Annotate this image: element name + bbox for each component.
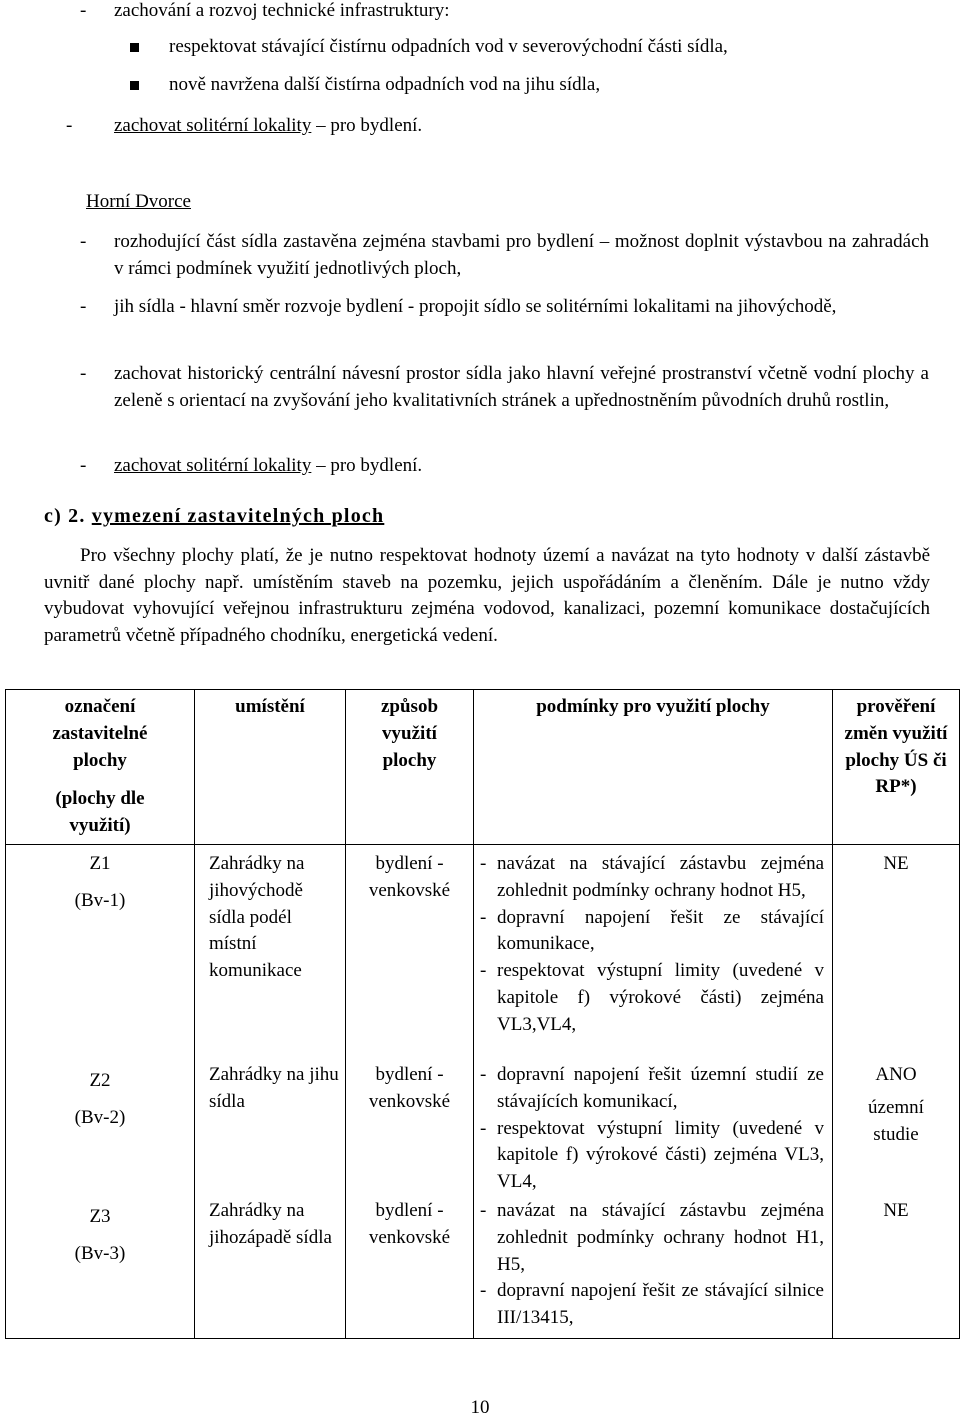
header-conditions: podmínky pro využití plochy xyxy=(474,690,833,845)
review-value: ANO xyxy=(875,1064,917,1085)
conditions-z2 xyxy=(474,1062,832,1198)
header-designation-sub: (plochy dle využití) xyxy=(55,788,145,837)
table-header-row xyxy=(6,690,960,845)
section-heading xyxy=(44,505,384,528)
table-row-z2-code xyxy=(6,1066,194,1202)
page-number: 10 xyxy=(470,1397,490,1418)
horni-dvorce-item-2: jih sídla - hlavní směr rozvoje bydlení - propojit sídlo se solitérními lokalitami na jihovýchodě, xyxy=(114,296,837,317)
sub-item-wastewater-new: nově navržena další čistírna odpadních vod na jihu sídla, xyxy=(169,74,601,95)
horni-dvorce-item-3: zachovat historický centrální návesní prostor sídla jako hlavní veřejné prostranství včetně vodní plochy a zeleně s orientací na zvyšování jeho kvalitativních stránek a upřednostněním původních druhů rostlin, xyxy=(114,363,929,411)
condition-item: - navázat na stávající zástavbu zejména zohlednit podmínky ochrany hodnot H1, H5, xyxy=(480,1198,824,1278)
code-sub-label: (Bv-3) xyxy=(74,1242,126,1264)
solitary-localities-link-text: zachovat solitérní lokality xyxy=(114,455,312,476)
location-z2: Zahrádky na jihu sídla xyxy=(209,1064,339,1112)
code-label: Z1 xyxy=(89,853,111,874)
header-location: umístění xyxy=(195,690,346,845)
sub-item-wastewater-existing: respektovat stávající čistírnu odpadních vod v severovýchodní části sídla, xyxy=(169,36,728,57)
condition-item: - respektovat výstupní limity (uvedené v kapitole f) výrokové části) zejména VL3,VL4, xyxy=(480,958,824,1038)
condition-item: - dopravní napojení řešit ze stávající silnice III/13415, xyxy=(480,1278,824,1332)
list-dash: - xyxy=(66,115,73,136)
list-item-infrastructure: zachování a rozvoj technické infrastruktury: xyxy=(114,0,450,21)
section-title: vymezení zastavitelných ploch xyxy=(91,505,385,527)
condition-item: - dopravní napojení řešit ze stávající komunikace, xyxy=(480,905,824,959)
cell-codes xyxy=(6,845,195,1339)
header-use-text: způsob využití plochy xyxy=(380,696,439,771)
list-dash: - xyxy=(80,363,87,384)
horni-dvorce-item-1: rozhodující část sídla zastavěna zejména stavbami pro bydlení – možnost doplnit výstavbou na zahradách v rámci podmínek využití jednotlivých ploch, xyxy=(114,231,929,279)
location-z1: Zahrádky na jihovýchodě sídla podél místní komunikace xyxy=(209,853,305,982)
cell-locations xyxy=(195,845,346,1339)
header-designation-main: označení zastavitelné plochy xyxy=(52,696,148,771)
condition-item: - dopravní napojení řešit územní studií ze stávajících komunikací, xyxy=(480,1062,824,1116)
review-z2 xyxy=(833,1062,959,1198)
table-row-z1-code xyxy=(6,849,194,1066)
header-review xyxy=(833,690,960,845)
location-z3: Zahrádky na jihozápadě sídla xyxy=(209,1200,332,1248)
review-z1 xyxy=(833,845,959,1062)
square-bullet-icon xyxy=(130,43,139,52)
solitary-localities-link-text: zachovat solitérní lokality xyxy=(114,115,312,136)
header-use xyxy=(346,690,474,845)
use-z3: bydlení - venkovské xyxy=(368,1200,451,1248)
solitary-localities-rest: pro bydlení. xyxy=(330,115,423,136)
zastavitelne-plochy-table xyxy=(5,689,960,1339)
review-value: NE xyxy=(883,853,909,874)
code-label: Z2 xyxy=(89,1070,111,1091)
list-dash: - xyxy=(80,231,87,252)
list-dash: - xyxy=(80,0,87,21)
cell-review xyxy=(833,845,960,1339)
list-item-solitary-localities: zachovat solitérní lokality – pro bydlení. xyxy=(114,115,423,136)
section-paragraph: Pro všechny plochy platí, že je nutno respektovat hodnoty území a navázat na tyto hodnoty v další zástavbě uvnitř dané plochy např. umístěním staveb na pozemku, jejich uspořádáním a členěním. Dále je nutno vždy vybudovat vyhovující veřejnou infrastrukturu zejména vodovod, kanalizaci, pozemní komunikace dostačujících parametrů včetně případného chodníku, energetická vedení. xyxy=(44,545,930,646)
use-z1: bydlení - venkovské xyxy=(368,853,451,901)
square-bullet-icon xyxy=(130,81,139,90)
section-title-horni-dvorce: Horní Dvorce xyxy=(86,191,191,212)
solitary-localities-rest: pro bydlení. xyxy=(330,455,423,476)
code-sub-label: (Bv-2) xyxy=(74,1106,126,1128)
code-sub-label: (Bv-1) xyxy=(74,889,126,911)
horni-dvorce-item-4: zachovat solitérní lokality – pro bydlení. xyxy=(114,455,423,476)
review-value: NE xyxy=(883,1200,909,1221)
header-review-text: prověření změn využití plochy ÚS či RP*) xyxy=(844,696,948,798)
review-z3 xyxy=(833,1198,959,1225)
cell-conditions xyxy=(474,845,833,1339)
conditions-z1 xyxy=(474,845,832,1062)
conditions-z3 xyxy=(474,1198,832,1338)
condition-item: - respektovat výstupní limity (uvedené v kapitole f) výrokové části) zejména VL3, VL4, xyxy=(480,1116,824,1196)
table-row-z3-code xyxy=(6,1202,194,1268)
section-number: c) 2. xyxy=(44,505,86,527)
cell-uses xyxy=(346,845,474,1339)
header-designation xyxy=(6,690,195,845)
table-body-row xyxy=(6,845,960,1339)
condition-item: - navázat na stávající zástavbu zejména zohlednit podmínky ochrany hodnot H5, xyxy=(480,851,824,905)
list-dash: - xyxy=(80,296,87,317)
review-sub: územní studie xyxy=(868,1096,924,1145)
list-dash: - xyxy=(80,455,87,476)
code-label: Z3 xyxy=(89,1206,111,1227)
use-z2: bydlení - venkovské xyxy=(368,1064,451,1112)
